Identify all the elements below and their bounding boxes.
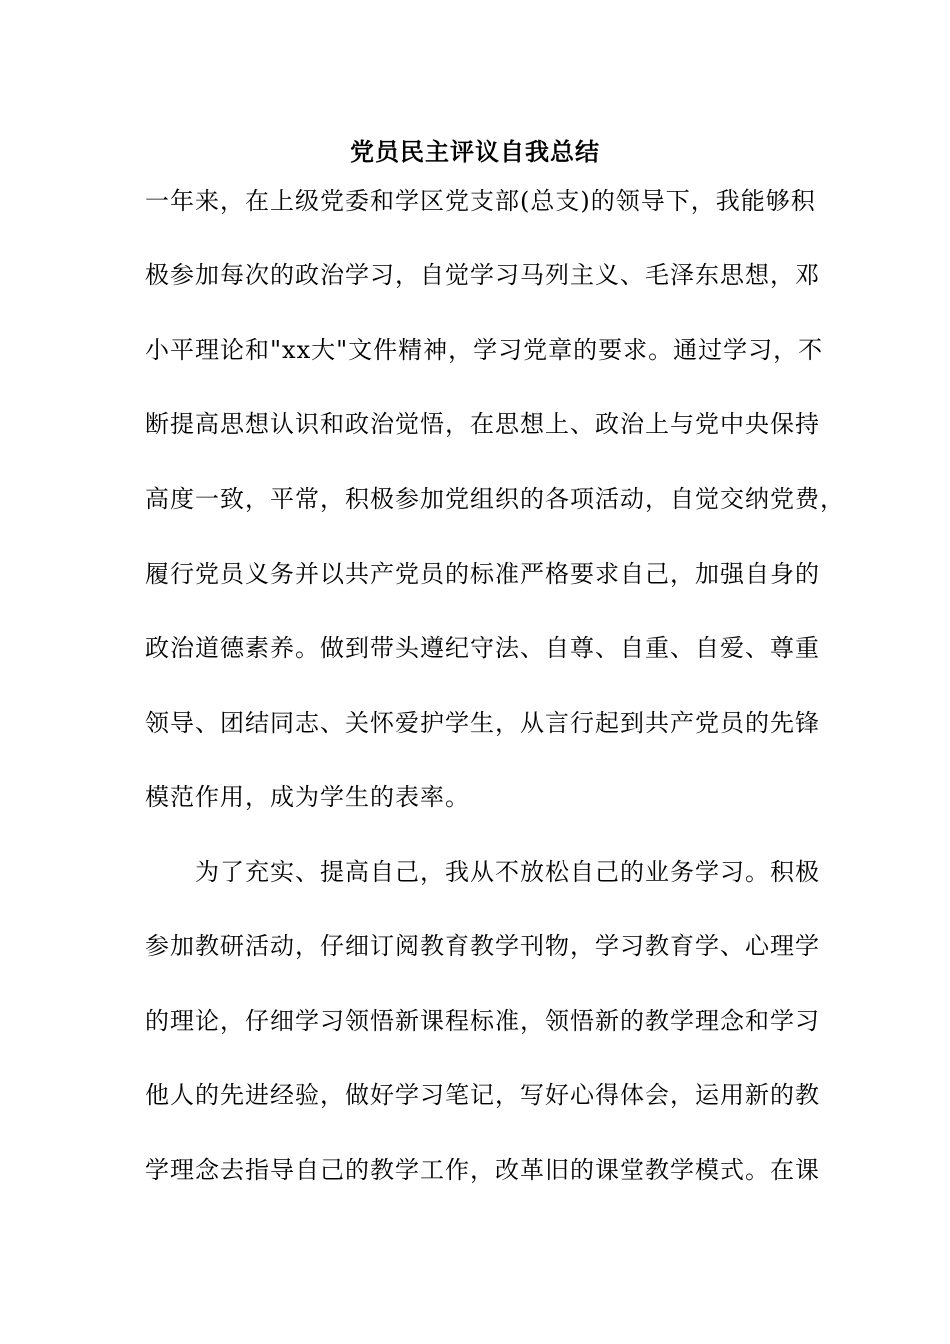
body-line-4: 断提高思想认识和政治觉悟，在思想上、政治上与党中央保持 [145, 410, 820, 438]
body-line-8: 领导、团结同志、关怀爱护学生，从言行起到共产党员的先锋 [145, 709, 820, 737]
body-line-14: 学理念去指导自己的教学工作，改革旧的课堂教学模式。在课 [145, 1156, 820, 1184]
body-line-1: 一年来，在上级党委和学区党支部(总支)的领导下，我能够积 [145, 187, 816, 215]
body-line-7: 政治道德素养。做到带头遵纪守法、自尊、自重、自爱、尊重 [145, 634, 820, 662]
body-line-9: 模范作用，成为学生的表率。 [145, 783, 470, 811]
body-line-3: 小平理论和"xx大"文件精神，学习党章的要求。通过学习，不 [145, 336, 824, 364]
body-line-2: 极参加每次的政治学习，自觉学习马列主义、毛泽东思想，邓 [145, 261, 820, 289]
body-line-6: 履行党员义务并以共产党员的标准严格要求自己，加强自身的 [145, 560, 820, 588]
document-title: 党员民主评议自我总结 [350, 137, 600, 166]
body-line-13: 他人的先进经验，做好学习笔记，写好心得体会，运用新的教 [145, 1081, 820, 1109]
body-line-11: 参加教研活动，仔细订阅教育教学刊物，学习教育学、心理学 [145, 932, 820, 960]
body-line-12: 的理论，仔细学习领悟新课程标准，领悟新的教学理念和学习 [145, 1007, 820, 1035]
body-line-10: 为了充实、提高自己，我从不放松自己的业务学习。积极 [145, 858, 820, 886]
body-line-5: 高度一致，平常，积极参加党组织的各项活动，自觉交纳党费， [145, 485, 845, 513]
